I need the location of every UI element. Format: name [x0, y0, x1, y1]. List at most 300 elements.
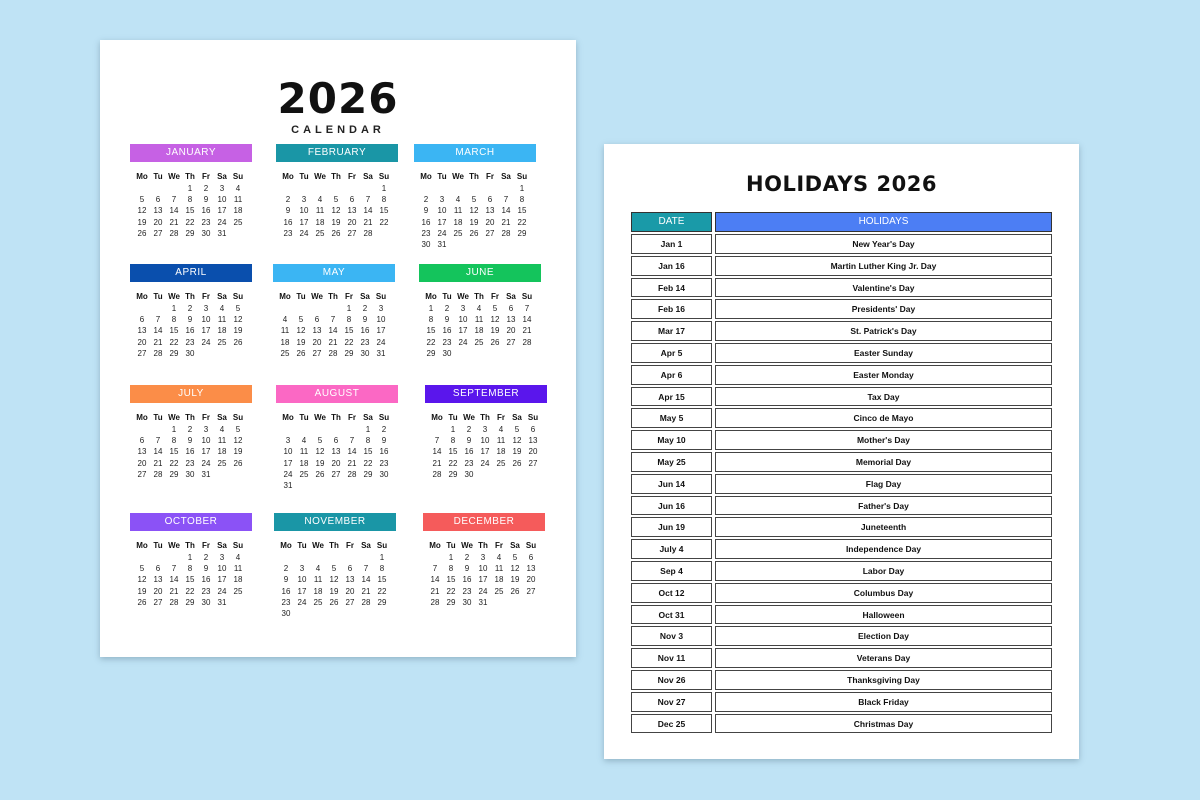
weekday-label: Fr [202, 541, 210, 550]
weekday-label: Su [378, 172, 390, 181]
weekday-row [277, 291, 395, 303]
day-cell: 17 [480, 447, 490, 457]
weekday-label: Th [469, 172, 479, 181]
day-cell: 18 [233, 575, 243, 585]
day-cell: 22 [377, 586, 387, 596]
day-cell: 24 [458, 337, 468, 347]
day-cell: 13 [331, 447, 341, 457]
day-cell: 6 [333, 436, 339, 446]
calendar-page [100, 40, 576, 657]
day-cell: 6 [155, 195, 161, 205]
day-cell: 19 [233, 326, 243, 336]
holiday-name-cell: Valentine's Day [715, 278, 1052, 298]
day-cell: 12 [490, 315, 500, 325]
day-cell: 1 [448, 553, 454, 562]
day-cell: 4 [301, 436, 307, 446]
day-cell: 4 [317, 195, 323, 205]
day-cell: 29 [377, 597, 387, 607]
weekday-row [134, 171, 252, 183]
day-cell: 7 [432, 564, 438, 574]
day-cell: 21 [153, 337, 163, 347]
empty-day-cell [328, 424, 344, 435]
day-cell: 19 [315, 458, 325, 468]
weekday-label: Sa [217, 172, 227, 181]
day-cell: 16 [360, 326, 370, 336]
holiday-date-cell: Jun 19 [631, 517, 712, 537]
day-cell: 25 [299, 469, 309, 479]
day-cell: 24 [480, 458, 490, 468]
day-cell: 8 [346, 315, 352, 325]
day-cell: 28 [361, 597, 371, 607]
day-cell: 22 [379, 217, 389, 227]
weekday-label: Sa [512, 413, 522, 422]
empty-day-cell [450, 183, 466, 194]
weekday-label: Fr [346, 541, 354, 550]
weekday-label: Th [185, 292, 195, 301]
holiday-date-cell: July 4 [631, 539, 712, 559]
day-cell: 6 [139, 315, 145, 325]
day-cell: 3 [203, 304, 209, 313]
day-cell: 1 [428, 304, 434, 313]
day-cell: 6 [528, 553, 534, 562]
day-cell: 22 [185, 586, 195, 596]
weekday-row [427, 540, 545, 552]
day-cell: 27 [526, 586, 536, 596]
day-cell: 4 [315, 564, 321, 574]
holiday-row [631, 517, 1052, 537]
holiday-row [631, 670, 1052, 690]
month-header: AUGUST [276, 385, 398, 403]
month-july [130, 385, 252, 480]
day-grid [280, 183, 398, 239]
day-cell: 10 [201, 436, 211, 446]
day-cell: 21 [432, 458, 442, 468]
day-cell: 21 [361, 586, 371, 596]
day-cell: 13 [526, 564, 536, 574]
day-cell: 3 [219, 553, 225, 562]
holiday-row [631, 256, 1052, 276]
empty-day-cell [358, 552, 374, 563]
day-cell: 6 [139, 436, 145, 446]
day-cell: 30 [464, 469, 474, 479]
day-cell: 28 [169, 228, 179, 238]
day-cell: 10 [437, 206, 447, 216]
holiday-row [631, 714, 1052, 734]
day-cell: 20 [137, 458, 147, 468]
day-cell: 19 [490, 326, 500, 336]
month-header: SEPTEMBER [425, 385, 547, 403]
day-cell: 1 [187, 553, 193, 562]
day-cell: 6 [349, 195, 355, 205]
day-cell: 18 [299, 458, 309, 468]
day-cell: 8 [428, 315, 434, 325]
day-cell: 21 [522, 326, 532, 336]
empty-day-cell [344, 424, 360, 435]
day-cell: 10 [376, 315, 386, 325]
day-cell: 26 [329, 597, 339, 607]
weekday-label: Fr [348, 172, 356, 181]
weekday-label: Tu [299, 172, 309, 181]
day-cell: 21 [430, 586, 440, 596]
day-cell: 25 [496, 458, 506, 468]
weekday-label: Th [478, 541, 488, 550]
weekday-label: We [457, 292, 469, 301]
day-cell: 9 [283, 575, 289, 585]
day-cell: 2 [203, 553, 209, 562]
day-cell: 5 [471, 195, 477, 205]
empty-day-cell [150, 424, 166, 435]
day-cell: 5 [492, 304, 498, 313]
day-cell: 21 [153, 458, 163, 468]
day-cell: 11 [299, 447, 309, 457]
weekday-label: Mo [136, 541, 148, 550]
day-cell: 14 [522, 315, 532, 325]
holiday-row [631, 648, 1052, 668]
day-cell: 25 [494, 586, 504, 596]
holiday-name-cell: Presidents' Day [715, 299, 1052, 319]
holiday-name-cell: Labor Day [715, 561, 1052, 581]
day-cell: 14 [153, 326, 163, 336]
calendar-subtitle: CALENDAR [291, 124, 385, 136]
weekday-label: Mo [282, 413, 294, 422]
weekday-label: Tu [153, 172, 163, 181]
holiday-date-cell: May 10 [631, 430, 712, 450]
day-cell: 5 [514, 425, 520, 434]
month-february [276, 144, 398, 239]
weekday-label: Mo [425, 292, 437, 301]
day-cell: 16 [201, 575, 211, 585]
day-cell: 14 [430, 575, 440, 585]
day-cell: 27 [137, 469, 147, 479]
weekday-label: Th [331, 172, 341, 181]
weekday-row [278, 540, 396, 552]
holiday-row [631, 692, 1052, 712]
day-cell: 7 [363, 564, 369, 574]
day-cell: 15 [377, 575, 387, 585]
holiday-row [631, 321, 1052, 341]
day-cell: 1 [381, 184, 387, 193]
day-cell: 1 [450, 425, 456, 434]
day-cell: 2 [283, 564, 289, 574]
day-cell: 12 [315, 447, 325, 457]
empty-day-cell [466, 183, 482, 194]
day-cell: 19 [233, 447, 243, 457]
day-cell: 2 [187, 425, 193, 434]
day-cell: 16 [379, 447, 389, 457]
day-cell: 1 [519, 184, 525, 193]
day-cell: 11 [496, 436, 506, 446]
weekday-label: Mo [429, 541, 441, 550]
day-cell: 8 [365, 436, 371, 446]
day-cell: 8 [379, 564, 385, 574]
day-cell: 22 [446, 586, 456, 596]
day-cell: 2 [466, 425, 472, 434]
day-cell: 27 [331, 469, 341, 479]
day-cell: 8 [381, 195, 387, 205]
day-cell: 17 [217, 206, 227, 216]
day-cell: 3 [480, 553, 486, 562]
day-cell: 20 [526, 575, 536, 585]
day-cell: 10 [201, 315, 211, 325]
day-cell: 1 [171, 304, 177, 313]
day-cell: 28 [430, 597, 440, 607]
day-cell: 24 [299, 228, 309, 238]
day-cell: 24 [478, 586, 488, 596]
empty-day-cell [498, 183, 514, 194]
holiday-name-cell: Easter Sunday [715, 343, 1052, 363]
day-cell: 5 [333, 195, 339, 205]
day-cell: 5 [235, 304, 241, 313]
holiday-date-cell: Nov 3 [631, 626, 712, 646]
holiday-row [631, 583, 1052, 603]
day-cell: 14 [169, 575, 179, 585]
empty-day-cell [427, 552, 443, 563]
day-cell: 16 [201, 206, 211, 216]
day-cell: 29 [344, 348, 354, 358]
day-cell: 18 [313, 586, 323, 596]
empty-day-cell [296, 183, 312, 194]
day-cell: 16 [281, 586, 291, 596]
holidays-table-body [631, 234, 1052, 733]
day-cell: 31 [217, 597, 227, 607]
day-cell: 13 [137, 326, 147, 336]
day-cell: 23 [283, 228, 293, 238]
day-cell: 16 [462, 575, 472, 585]
weekday-label: We [168, 172, 180, 181]
day-cell: 9 [362, 315, 368, 325]
holiday-row [631, 343, 1052, 363]
weekday-label: Su [376, 541, 388, 550]
holiday-name-cell: New Year's Day [715, 234, 1052, 254]
day-cell: 23 [379, 458, 389, 468]
day-cell: 20 [528, 447, 538, 457]
day-cell: 18 [233, 206, 243, 216]
day-cell: 21 [501, 217, 511, 227]
day-cell: 6 [508, 304, 514, 313]
holiday-date-cell: Mar 17 [631, 321, 712, 341]
day-cell: 9 [203, 564, 209, 574]
weekday-label: Th [331, 413, 341, 422]
holiday-name-cell: Veterans Day [715, 648, 1052, 668]
holiday-date-cell: Nov 27 [631, 692, 712, 712]
month-november [274, 513, 396, 619]
day-cell: 23 [201, 586, 211, 596]
day-cell: 19 [137, 217, 147, 227]
day-cell: 3 [219, 184, 225, 193]
holiday-date-cell: Jun 16 [631, 496, 712, 516]
weekday-label: Th [185, 172, 195, 181]
weekday-label: Tu [296, 292, 306, 301]
day-cell: 30 [379, 469, 389, 479]
day-cell: 12 [233, 315, 243, 325]
empty-day-cell [150, 183, 166, 194]
day-cell: 15 [379, 206, 389, 216]
day-cell: 13 [506, 315, 516, 325]
day-cell: 22 [426, 337, 436, 347]
day-cell: 30 [201, 597, 211, 607]
day-cell: 20 [137, 337, 147, 347]
weekday-label: Sa [501, 172, 511, 181]
month-header: JULY [130, 385, 252, 403]
weekday-label: Th [185, 413, 195, 422]
day-cell: 26 [296, 348, 306, 358]
day-cell: 6 [314, 315, 320, 325]
weekday-label: Su [232, 292, 244, 301]
holiday-date-cell: Nov 26 [631, 670, 712, 690]
day-cell: 25 [217, 337, 227, 347]
weekday-label: Tu [442, 292, 452, 301]
day-cell: 5 [235, 425, 241, 434]
day-cell: 20 [153, 586, 163, 596]
day-cell: 25 [474, 337, 484, 347]
weekday-label: Fr [202, 292, 210, 301]
day-cell: 17 [217, 575, 227, 585]
month-may [273, 264, 395, 359]
day-cell: 9 [187, 436, 193, 446]
holiday-name-cell: Flag Day [715, 474, 1052, 494]
day-cell: 18 [453, 217, 463, 227]
empty-day-cell [134, 303, 150, 314]
day-cell: 26 [512, 458, 522, 468]
empty-day-cell [280, 424, 296, 435]
day-cell: 9 [423, 206, 429, 216]
day-cell: 7 [524, 304, 530, 313]
day-cell: 8 [171, 436, 177, 446]
day-cell: 25 [313, 597, 323, 607]
empty-day-cell [293, 303, 309, 314]
day-cell: 6 [347, 564, 353, 574]
holiday-date-cell: Nov 11 [631, 648, 712, 668]
day-cell: 12 [137, 206, 147, 216]
holiday-name-cell: Cinco de Mayo [715, 408, 1052, 428]
day-cell: 2 [203, 184, 209, 193]
weekday-label: Mo [282, 172, 294, 181]
day-cell: 20 [347, 217, 357, 227]
day-cell: 29 [446, 597, 456, 607]
month-january [130, 144, 252, 239]
month-december [423, 513, 545, 608]
empty-day-cell [342, 552, 358, 563]
day-cell: 14 [169, 206, 179, 216]
weekday-row [429, 412, 547, 424]
holiday-name-cell: St. Patrick's Day [715, 321, 1052, 341]
empty-day-cell [326, 552, 342, 563]
day-cell: 2 [464, 553, 470, 562]
day-cell: 19 [329, 586, 339, 596]
day-cell: 11 [217, 436, 227, 446]
day-cell: 29 [169, 348, 179, 358]
empty-day-cell [312, 424, 328, 435]
day-cell: 5 [331, 564, 337, 574]
day-cell: 7 [365, 195, 371, 205]
holiday-row [631, 605, 1052, 625]
day-cell: 7 [330, 315, 336, 325]
weekday-label: Mo [420, 172, 432, 181]
day-cell: 19 [512, 447, 522, 457]
day-cell: 12 [510, 564, 520, 574]
holiday-row [631, 539, 1052, 559]
day-cell: 22 [517, 217, 527, 227]
weekday-label: Tu [448, 413, 458, 422]
weekday-label: We [168, 541, 180, 550]
day-cell: 27 [528, 458, 538, 468]
day-cell: 5 [317, 436, 323, 446]
day-cell: 29 [185, 597, 195, 607]
day-cell: 7 [434, 436, 440, 446]
holiday-date-cell: Dec 25 [631, 714, 712, 734]
day-cell: 30 [442, 348, 452, 358]
empty-day-cell [312, 183, 328, 194]
day-cell: 15 [517, 206, 527, 216]
weekday-label: Mo [136, 172, 148, 181]
day-cell: 23 [185, 337, 195, 347]
day-cell: 4 [219, 425, 225, 434]
day-cell: 16 [185, 326, 195, 336]
day-cell: 2 [444, 304, 450, 313]
day-cell: 17 [283, 458, 293, 468]
day-cell: 20 [506, 326, 516, 336]
empty-day-cell [360, 183, 376, 194]
holiday-name-cell: Columbus Day [715, 583, 1052, 603]
weekday-label: Su [527, 413, 539, 422]
day-cell: 2 [423, 195, 429, 205]
weekday-label: Tu [153, 541, 163, 550]
day-cell: 5 [139, 195, 145, 205]
holiday-date-cell: May 5 [631, 408, 712, 428]
day-cell: 25 [280, 348, 290, 358]
weekday-label: Th [474, 292, 484, 301]
day-cell: 27 [137, 348, 147, 358]
day-cell: 23 [201, 217, 211, 227]
weekday-label: Fr [497, 413, 505, 422]
day-cell: 25 [217, 458, 227, 468]
day-cell: 15 [448, 447, 458, 457]
weekday-label: Su [232, 172, 244, 181]
day-cell: 8 [448, 564, 454, 574]
empty-day-cell [278, 552, 294, 563]
weekday-label: Su [521, 292, 533, 301]
day-cell: 17 [299, 217, 309, 227]
day-cell: 23 [360, 337, 370, 347]
day-cell: 19 [331, 217, 341, 227]
day-cell: 7 [155, 436, 161, 446]
month-october [130, 513, 252, 608]
holiday-row [631, 387, 1052, 407]
day-cell: 9 [444, 315, 450, 325]
weekday-row [134, 540, 252, 552]
day-cell: 9 [464, 564, 470, 574]
day-cell: 16 [464, 447, 474, 457]
day-cell: 15 [185, 206, 195, 216]
weekday-label: Mo [431, 413, 443, 422]
empty-day-cell [280, 183, 296, 194]
month-header: DECEMBER [423, 513, 545, 531]
weekday-label: Tu [153, 292, 163, 301]
holiday-date-cell: Jan 16 [631, 256, 712, 276]
day-cell: 31 [478, 597, 488, 607]
day-cell: 8 [450, 436, 456, 446]
day-cell: 3 [301, 195, 307, 205]
day-cell: 27 [345, 597, 355, 607]
day-cell: 8 [171, 315, 177, 325]
day-cell: 29 [517, 228, 527, 238]
day-cell: 23 [442, 337, 452, 347]
day-grid [418, 183, 536, 250]
day-cell: 10 [217, 195, 227, 205]
weekday-label: Sa [217, 541, 227, 550]
day-cell: 9 [187, 315, 193, 325]
day-cell: 7 [171, 195, 177, 205]
